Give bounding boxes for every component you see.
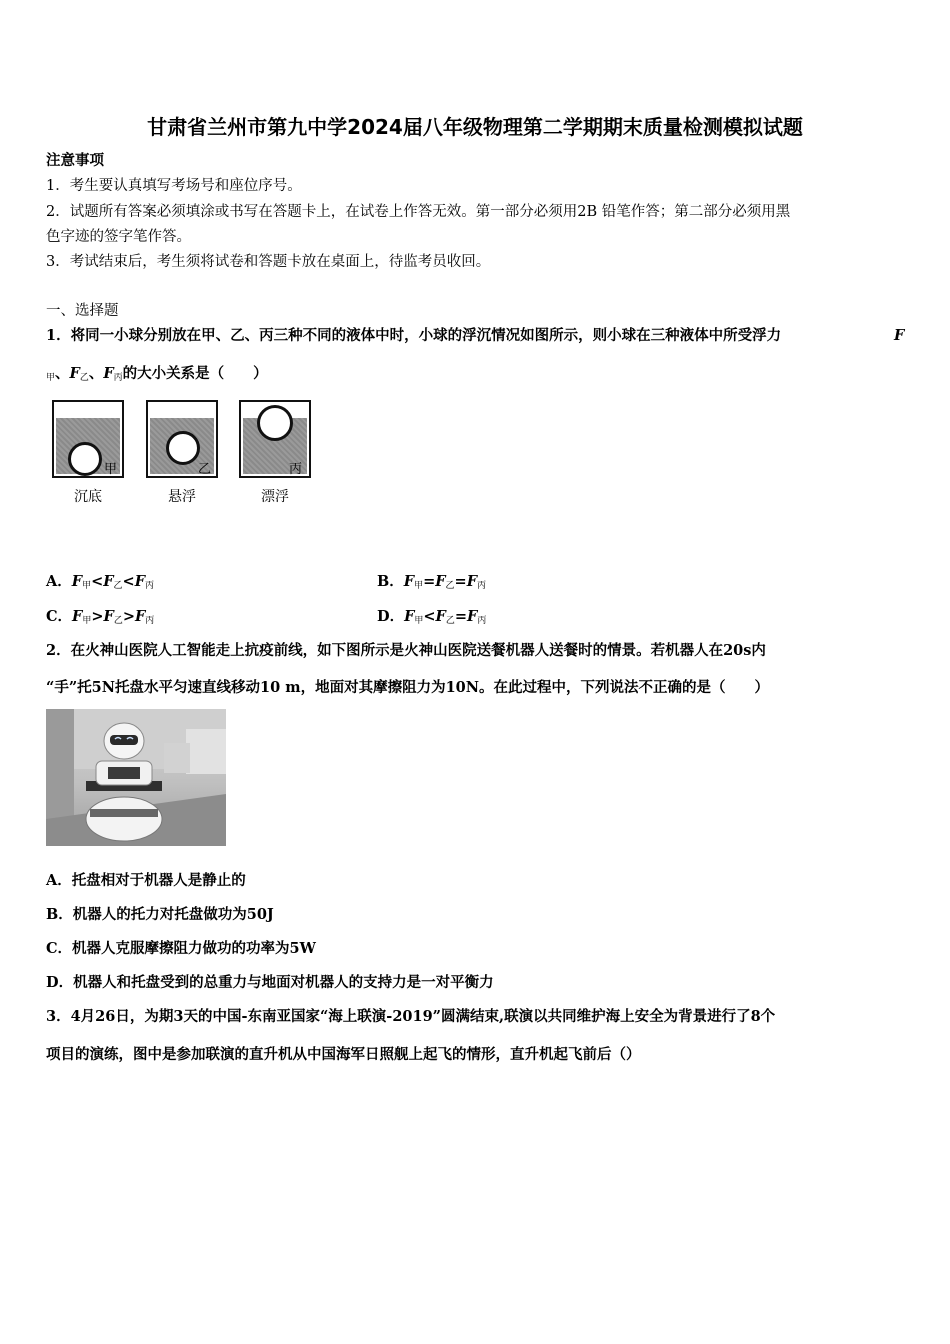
q2-stem-line-2: “手”托5N托盘水平匀速直线移动10 m，地面对其摩擦阻力为10N。在此过程中，下列说法不正确的是（ ）	[46, 679, 770, 696]
q1-stem-line-2: $_甲$、$F_乙$、$F_丙$的大小关系是（ ）	[46, 365, 268, 383]
caption-suspended: 悬浮	[168, 489, 196, 505]
q1-force-symbol: F	[894, 327, 905, 344]
ball-sunk	[68, 442, 102, 476]
q1-option-b: B．$F_甲=F_乙=F_丙$	[377, 573, 487, 591]
q3-stem-line-1: 3．4月26日，为期3天的中国-东南亚国家“海上联演-2019”圆满结束,联演以共同维护海上安全为背景进行了8个	[46, 1008, 776, 1025]
caption-sunk: 沉底	[74, 489, 102, 505]
q3-stem-line-2: 项目的演练，图中是参加联演的直升机从中国海军日照舰上起飞的情形，直升机起飞前后（）	[46, 1046, 641, 1063]
q2-stem-line-1: 2．在火神山医院人工智能走上抗疫前线，如下图所示是火神山医院送餐机器人送餐时的情景。若机器人在20s内	[46, 642, 766, 659]
note-2-line-2: 色字迹的签字笔作答。	[46, 229, 191, 245]
beaker-label-jia: 甲	[104, 462, 118, 477]
section-heading: 一、选择题	[46, 303, 119, 319]
beaker-yi	[146, 400, 218, 478]
beaker-label-bing: 丙	[289, 462, 303, 477]
note-2-line-1: 2．试题所有答案必须填涂或书写在答题卡上，在试卷上作答无效。第一部分必须用2B 铅笔作答；第二部分必须用黑	[46, 204, 791, 220]
beaker-bing	[239, 400, 311, 478]
ball-suspended	[166, 431, 200, 465]
q1-option-c: C．$F_甲>F_乙>F_丙$	[46, 608, 155, 626]
note-1: 1．考生要认真填写考场号和座位序号。	[46, 178, 302, 194]
robot-photo	[46, 709, 226, 846]
note-3: 3．考试结束后，考生须将试卷和答题卡放在桌面上，待监考员收回。	[46, 254, 491, 270]
notes-heading: 注意事项	[46, 152, 104, 169]
beaker-jia	[52, 400, 124, 478]
q1-option-d: D．$F_甲<F_乙=F_丙$	[377, 608, 487, 626]
beaker-label-yi: 乙	[198, 462, 212, 477]
ball-floating	[257, 405, 293, 441]
q1-stem-line-1: 1．将同一小球分别放在甲、乙、丙三种不同的液体中时，小球的浮沉情况如图所示，则小球在三种液体中所受浮力	[46, 327, 782, 344]
q2-option-a: A．托盘相对于机器人是静止的	[46, 872, 246, 889]
page-title: 甘肃省兰州市第九中学2024届八年级物理第二学期期末质量检测模拟试题	[147, 115, 803, 139]
caption-floating: 漂浮	[261, 489, 289, 505]
q2-option-c: C．机器人克服摩擦阻力做功的功率为5W	[46, 940, 316, 957]
q2-option-d: D．机器人和托盘受到的总重力与地面对机器人的支持力是一对平衡力	[46, 974, 494, 991]
q1-option-a: A．$F_甲<F_乙<F_丙$	[46, 573, 155, 591]
q2-option-b: B．机器人的托力对托盘做功为50J	[46, 906, 274, 923]
